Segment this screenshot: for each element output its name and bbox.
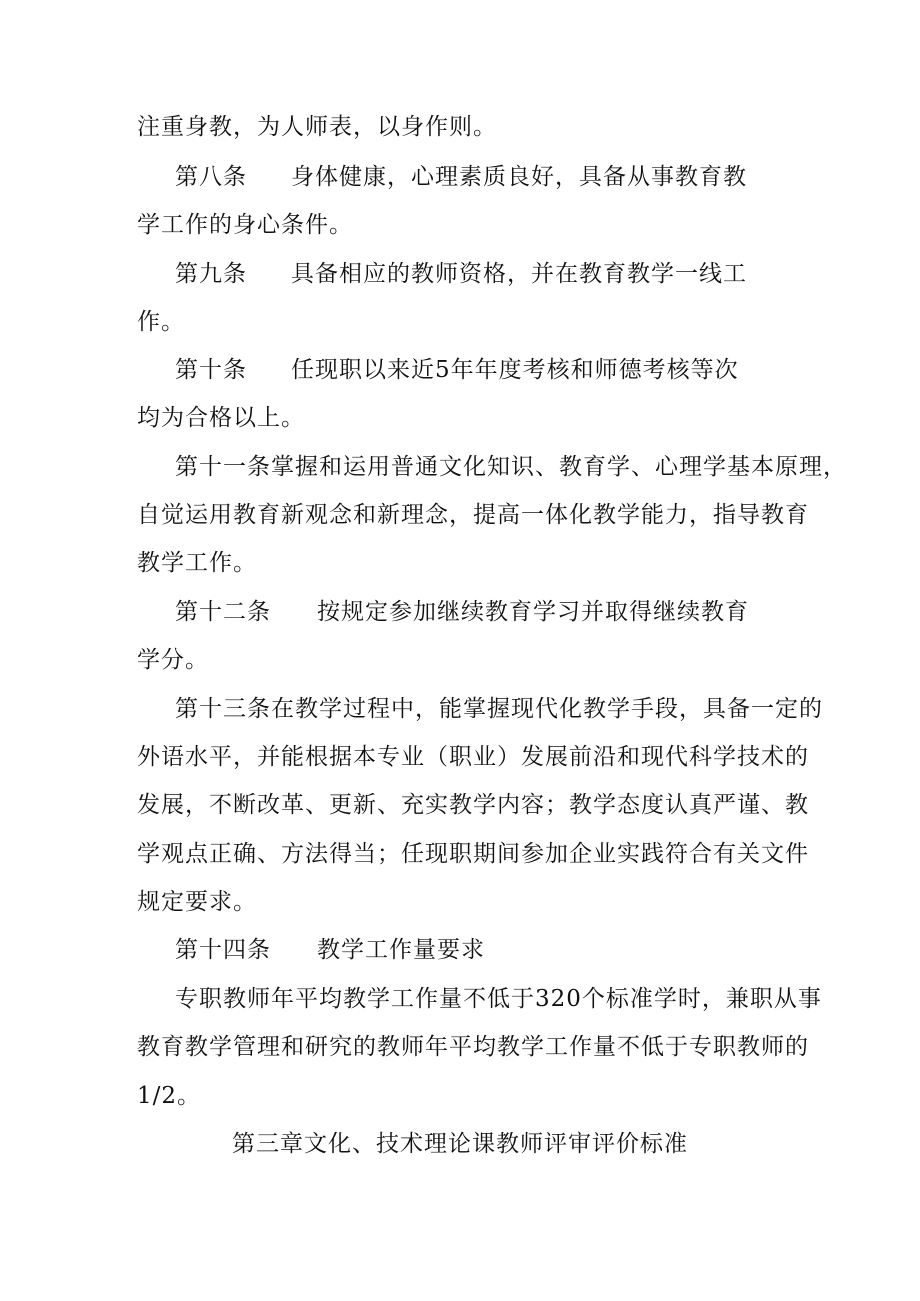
paragraph-line: 发展，不断改革、更新、充实教学内容；教学态度认真严谨、教 — [137, 792, 809, 818]
article-12-line — [175, 597, 749, 627]
paragraph-line: 教育教学管理和研究的教师年平均教学工作量不低于专职教师的 — [137, 1034, 809, 1060]
paragraph-line: 学观点正确、方法得当；任现职期间参加企业实践符合有关文件 — [137, 841, 809, 867]
article-text: 按规定参加继续教育学习并取得继续教育 — [317, 599, 749, 625]
chapter-heading: 第三章文化、技术理论课教师评审评价标准 — [232, 1131, 688, 1157]
article-text: 教学工作量要求 — [317, 937, 485, 963]
article-number: 第八条 — [175, 164, 247, 190]
paragraph-line: 自觉运用教育新观念和新理念，提高一体化教学能力，指导教育 — [137, 502, 809, 528]
paragraph-line: 作。 — [137, 309, 185, 335]
article-11-line: 第十一条掌握和运用普通文化知识、教育学、心理学基本原理， — [175, 454, 847, 480]
article-9-line — [175, 259, 747, 289]
article-text: 任现职以来近5年年度考核和师德考核等次 — [291, 357, 739, 383]
paragraph-line: 外语水平，并能根据本专业（职业）发展前沿和现代科学技术的 — [137, 744, 809, 770]
paragraph-line: 学分。 — [137, 647, 209, 673]
article-text: 身体健康，心理素质良好，具备从事教育教 — [291, 164, 747, 190]
paragraph-line: 学工作的身心条件。 — [137, 212, 353, 238]
paragraph-line: 教学工作。 — [137, 550, 257, 576]
paragraph-line: 1/2。 — [137, 1083, 202, 1109]
article-8-line — [175, 162, 747, 192]
article-number: 第十四条 — [175, 937, 271, 963]
article-text: 具备相应的教师资格，并在教育教学一线工 — [291, 261, 747, 287]
paragraph-line: 规定要求。 — [137, 889, 257, 915]
article-number: 第九条 — [175, 261, 247, 287]
article-13-line: 第十三条在教学过程中，能掌握现代化教学手段，具备一定的 — [175, 696, 823, 722]
paragraph-line: 注重身教，为人师表，以身作则。 — [137, 114, 497, 140]
article-number: 第十二条 — [175, 599, 271, 625]
paragraph-line: 专职教师年平均教学工作量不低于320个标准学时，兼职从事 — [175, 986, 822, 1012]
article-number: 第十条 — [175, 357, 247, 383]
paragraph-line: 均为合格以上。 — [137, 405, 305, 431]
article-14-line — [175, 935, 485, 965]
article-10-line — [175, 355, 739, 385]
